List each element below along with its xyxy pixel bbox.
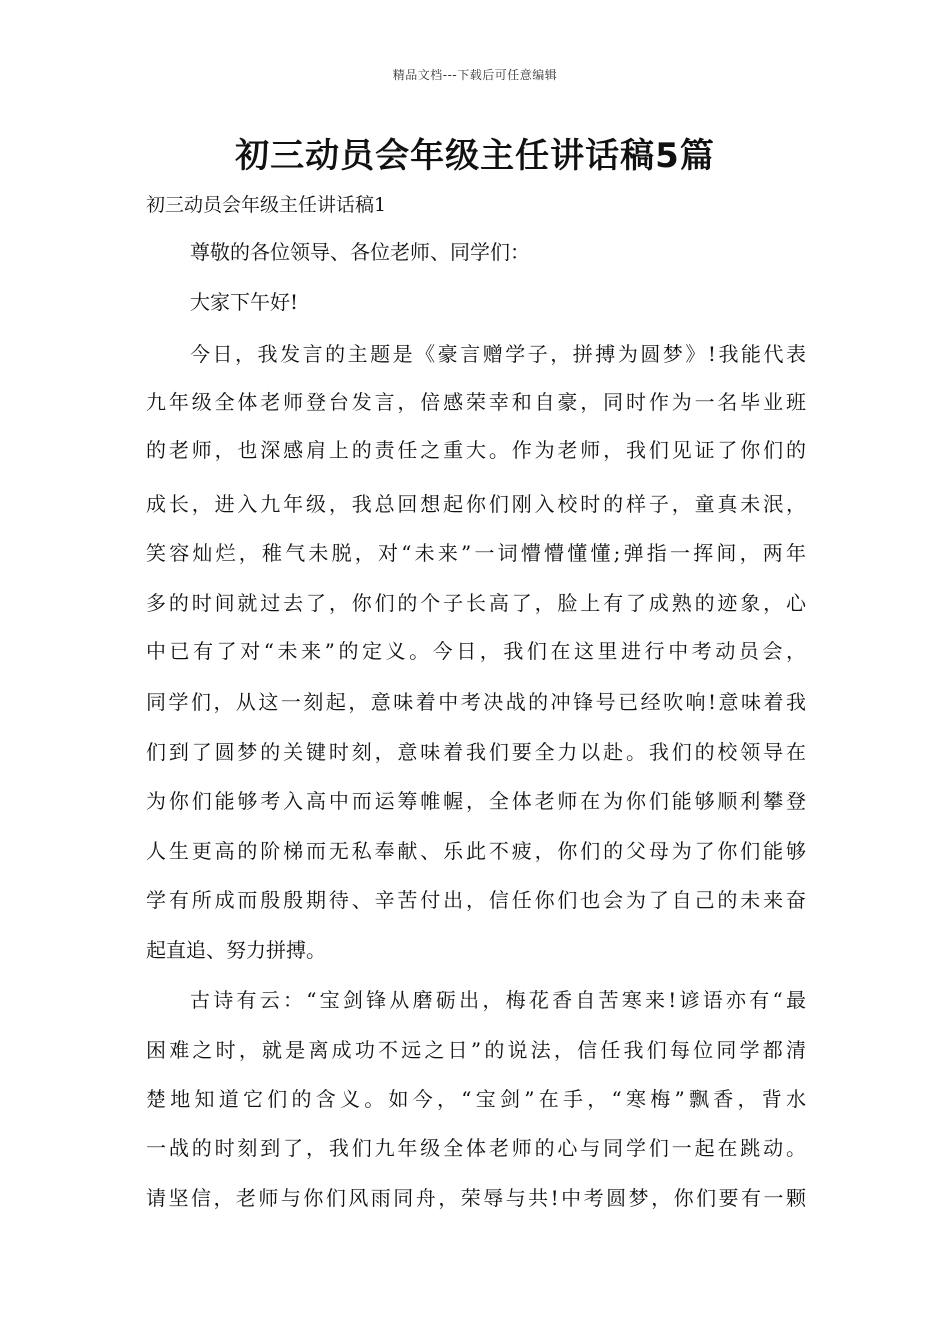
- paragraph-line: 一战的时刻到了，我们九年级全体老师的心与同学们一起在跳动。: [146, 1136, 806, 1160]
- paragraph-line: 成长，进入九年级，我总回想起你们刚入校时的样子，童真未泯，: [146, 492, 806, 516]
- paragraph-line: 为你们能够考入高中而运筹帷幄，全体老师在为你们能够顺利攀登: [146, 789, 806, 813]
- paragraph-line: 古诗有云：“宝剑锋从磨砺出，梅花香自苦寒来!谚语亦有“最: [190, 988, 806, 1012]
- section-heading: 初三动员会年级主任讲话稿1: [146, 194, 387, 216]
- paragraph-line: 请坚信，老师与你们风雨同舟，荣辱与共!中考圆梦，你们要有一颗: [146, 1186, 806, 1210]
- document-title: 初三动员会年级主任讲话稿5篇: [235, 136, 715, 176]
- paragraph-line: 笑容灿烂，稚气未脱，对“未来”一词懵懵懂懂;弹指一挥间，两年: [146, 541, 806, 565]
- header-note: 精品文档---下载后可任意编辑: [392, 68, 558, 82]
- paragraph-line: 的老师，也深感肩上的责任之重大。作为老师，我们见证了你们的: [146, 438, 806, 462]
- paragraph-line: 大家下午好!: [190, 290, 299, 314]
- paragraph-line: 困难之时，就是离成功不远之日”的说法，信任我们每位同学都清: [146, 1038, 806, 1062]
- paragraph-line: 尊敬的各位领导、各位老师、同学们：: [190, 240, 530, 264]
- paragraph-line: 人生更高的阶梯而无私奉献、乐此不疲，你们的父母为了你们能够: [146, 839, 806, 863]
- paragraph-line: 学有所成而殷殷期待、辛苦付出，信任你们也会为了自己的未来奋: [146, 888, 806, 912]
- paragraph-line: 楚地知道它们的含义。如今，“宝剑”在手，“寒梅”飘香，背水: [146, 1087, 806, 1111]
- paragraph-line: 多的时间就过去了，你们的个子长高了，脸上有了成熟的迹象，心: [146, 591, 806, 615]
- paragraph-line: 起直追、努力拼搏。: [146, 938, 326, 962]
- paragraph-line: 今日，我发言的主题是《豪言赠学子，拼搏为圆梦》!我能代表: [190, 342, 806, 366]
- paragraph-line: 们到了圆梦的关键时刻，意味着我们要全力以赴。我们的校领导在: [146, 740, 806, 764]
- paragraph-line: 中已有了对“未来”的定义。今日，我们在这里进行中考动员会，: [146, 639, 806, 663]
- paragraph-line: 九年级全体老师登台发言，倍感荣幸和自豪，同时作为一名毕业班: [146, 390, 806, 414]
- paragraph-line: 同学们，从这一刻起，意味着中考决战的冲锋号已经吹响!意味着我: [146, 690, 806, 714]
